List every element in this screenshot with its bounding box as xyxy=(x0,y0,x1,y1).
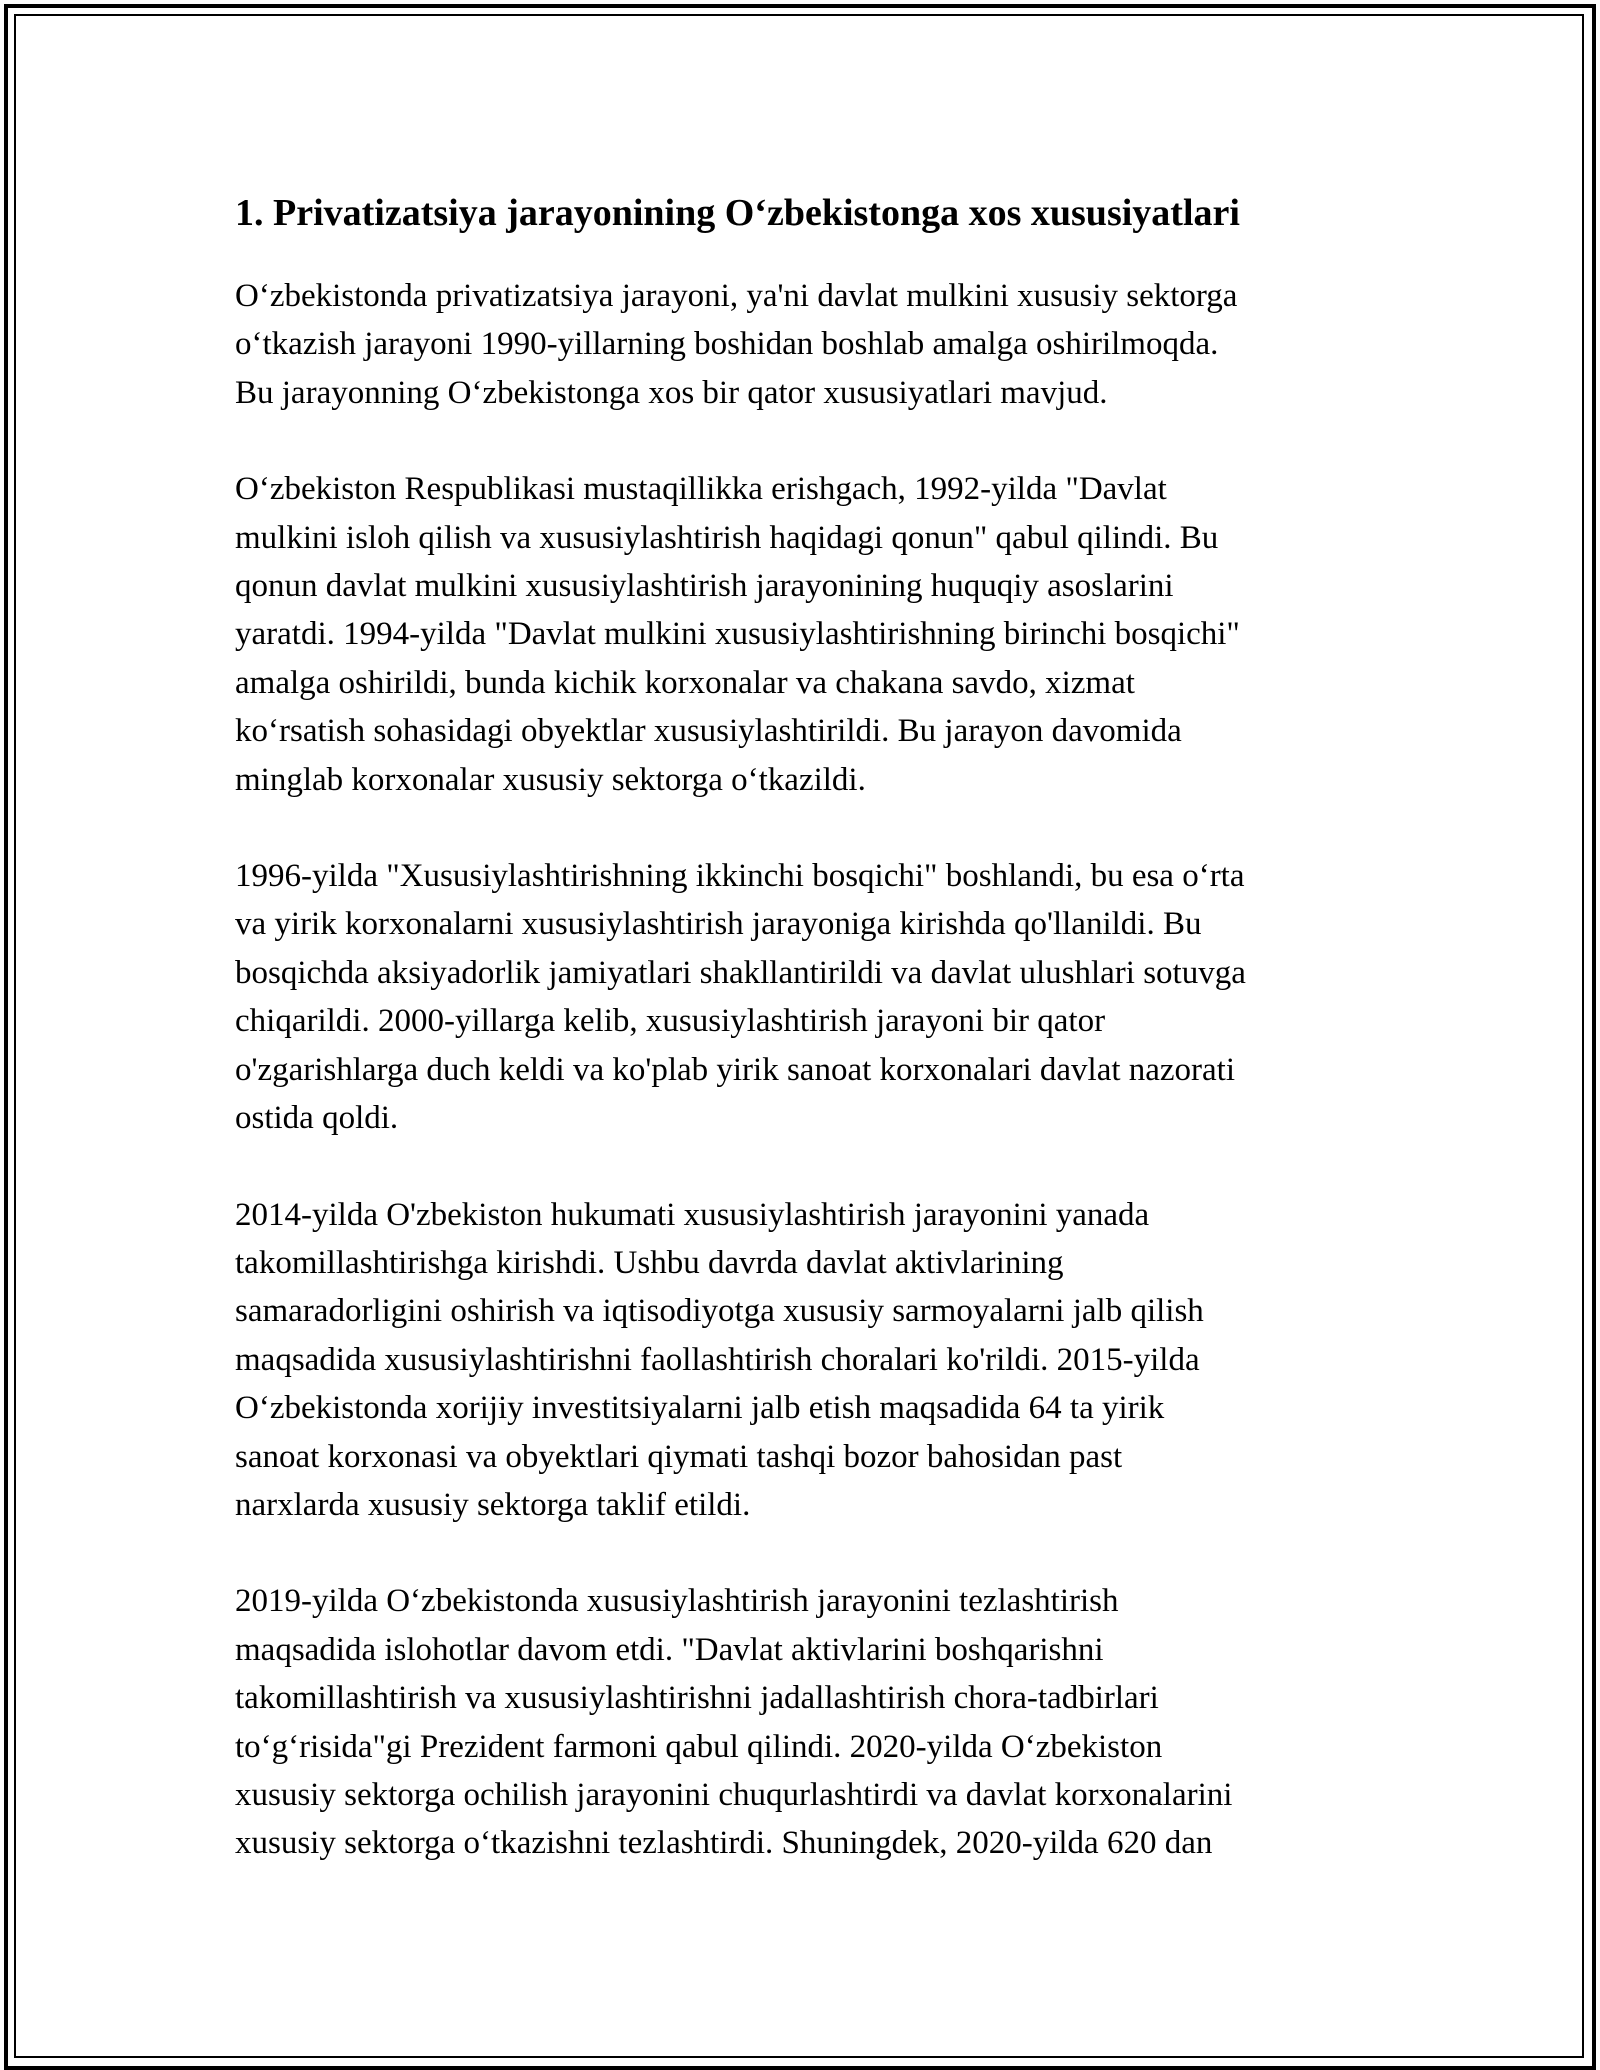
text-line: samaradorligini oshirish va iqtisodiyotga xususiy sarmoyalarni jalb qilish xyxy=(235,1293,1204,1330)
paragraph-2019-reforms xyxy=(235,1577,1375,1867)
text-line: o‘tkazish jarayoni 1990-yillarning boshidan boshlab amalga oshirilmoqda. xyxy=(235,326,1219,363)
document-page xyxy=(235,188,1375,1916)
text-line: xususiy sektorga ochilish jarayonini chuqurlashtirdi va davlat korxonalarini xyxy=(235,1776,1233,1813)
text-line: takomillashtirish va xususiylashtirishni jadallashtirish chora-tadbirlari xyxy=(235,1680,1159,1717)
text-line: 2019-yilda O‘zbekistonda xususiylashtirish jarayonini tezlashtirish xyxy=(235,1583,1119,1620)
text-line: bosqichda aksiyadorlik jamiyatlari shakllantirildi va davlat ulushlari sotuvga xyxy=(235,954,1246,991)
text-line: minglab korxonalar xususiy sektorga o‘tkazildi. xyxy=(235,761,866,798)
text-line: yaratdi. 1994-yilda "Davlat mulkini xususiylashtirishning birinchi bosqichi" xyxy=(235,616,1240,653)
text-line: to‘g‘risida"gi Prezident farmoni qabul qilindi. 2020-yilda O‘zbekiston xyxy=(235,1728,1163,1765)
text-line: maqsadida islohotlar davom etdi. "Davlat aktivlarini boshqarishni xyxy=(235,1631,1104,1668)
text-line: ostida qoldi. xyxy=(235,1100,399,1137)
text-line: o'zgarishlarga duch keldi va ko'plab yirik sanoat korxonalari davlat nazorati xyxy=(235,1051,1236,1088)
text-line: maqsadida xususiylashtirishni faollashtirish choralari ko'rildi. 2015-yilda xyxy=(235,1341,1200,1378)
text-line: O‘zbekistonda privatizatsiya jarayoni, ya'ni davlat mulkini xususiy sektorga xyxy=(235,278,1238,314)
paragraph-intro xyxy=(235,272,1375,417)
text-line: chiqarildi. 2000-yillarga kelib, xususiylashtirish jarayoni bir qator xyxy=(235,1003,1106,1040)
text-line: takomillashtirishga kirishdi. Ushbu davrda davlat aktivlarining xyxy=(235,1244,1064,1281)
text-line: O‘zbekiston Respublikasi mustaqillikka erishgach, 1992-yilda "Davlat xyxy=(235,471,1167,508)
text-line: narxlarda xususiy sektorga taklif etildi. xyxy=(235,1486,751,1523)
text-line: xususiy sektorga o‘tkazishni tezlashtirdi. Shuningdek, 2020-yilda 620 dan xyxy=(235,1825,1213,1862)
text-line: sanoat korxonasi va obyektlari qiymati tashqi bozor bahosidan past xyxy=(235,1438,1123,1475)
text-line: amalga oshirildi, bunda kichik korxonalar va chakana savdo, xizmat xyxy=(235,664,1135,701)
section-heading: 1. Privatizatsiya jarayonining O‘zbekistonga xos xususiyatlari xyxy=(235,192,1240,234)
paragraph-1992-law xyxy=(235,465,1375,804)
text-line: ko‘rsatish sohasidagi obyektlar xususiylashtirildi. Bu jarayon davomida xyxy=(235,713,1182,750)
text-line: 2014-yilda O'zbekiston hukumati xususiylashtirish jarayonini yanada xyxy=(235,1196,1150,1233)
paragraph-1996-stage xyxy=(235,852,1375,1142)
text-line: va yirik korxonalarni xususiylashtirish jarayoniga kirishda qo'llanildi. Bu xyxy=(235,906,1202,943)
paragraph-2014-reforms xyxy=(235,1191,1375,1530)
text-line: qonun davlat mulkini xususiylashtirish jarayonining huquqiy asoslarini xyxy=(235,568,1174,605)
text-line: Bu jarayonning O‘zbekistonga xos bir qator xususiyatlari mavjud. xyxy=(235,374,1108,411)
text-line: mulkini isloh qilish va xususiylashtirish haqidagi qonun" qabul qilindi. Bu xyxy=(235,519,1219,556)
text-line: O‘zbekistonda xorijiy investitsiyalarni jalb etish maqsadida 64 ta yirik xyxy=(235,1390,1165,1427)
text-line: 1996-yilda "Xususiylashtirishning ikkinchi bosqichi" boshlandi, bu esa o‘rta xyxy=(235,858,1245,895)
